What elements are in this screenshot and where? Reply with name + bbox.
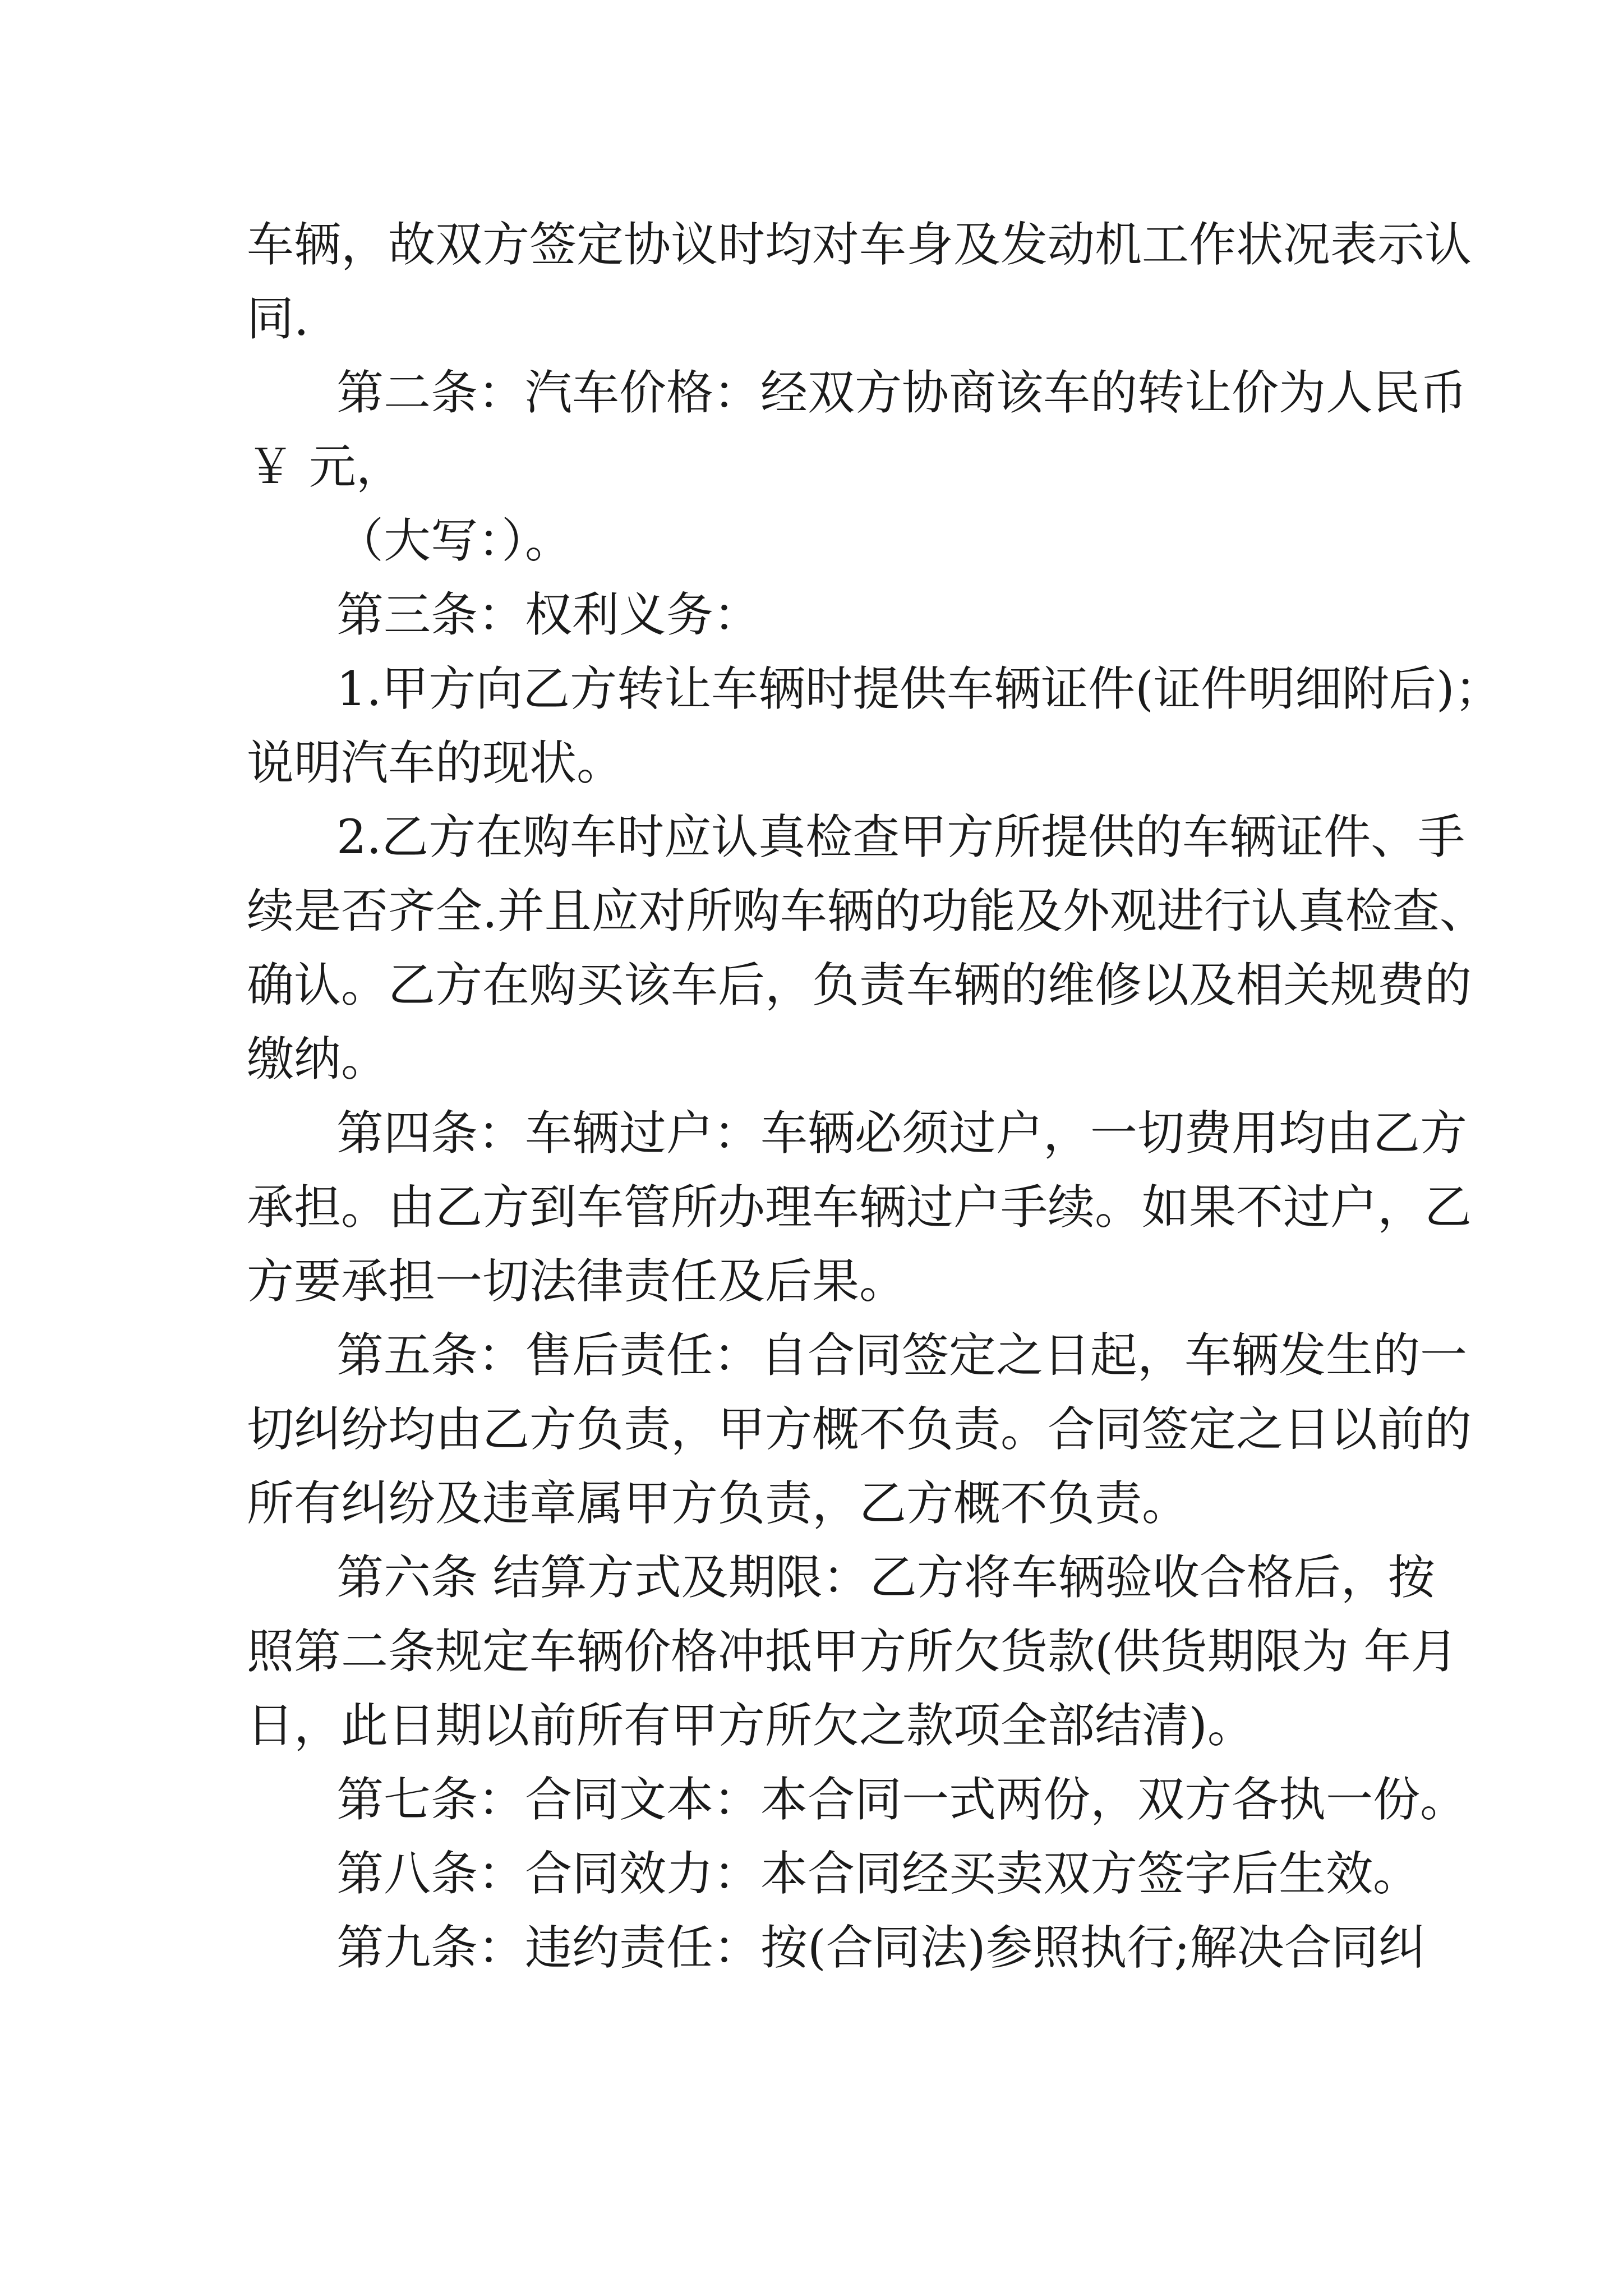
paragraph-line: 车辆，故双方签定协议时均对车身及发动机工作状况表示认 xyxy=(247,217,1472,272)
paragraph-line: 第四条：车辆过户：车辆必须过户，一切费用均由乙方 xyxy=(336,1106,1468,1161)
paragraph-line: 承担。由乙方到车管所办理车辆过户手续。如果不过户，乙 xyxy=(247,1180,1472,1235)
paragraph-line: ￥ 元， xyxy=(247,439,403,494)
paragraph-line: 第九条：违约责任：按(合同法)参照执行;解决合同纠 xyxy=(336,1920,1426,1975)
paragraph-line: 2.乙方在购车时应认真检查甲方所提供的车辆证件、手 xyxy=(336,809,1465,864)
paragraph-line: 第八条：合同效力：本合同经买卖双方签字后生效。 xyxy=(336,1846,1421,1901)
paragraph-line: 续是否齐全.并且应对所购车辆的功能及外观进行认真检查、 xyxy=(247,884,1487,938)
paragraph-line: 方要承担一切法律责任及后果。 xyxy=(247,1254,907,1309)
paragraph-line: （大写：）。 xyxy=(336,513,573,568)
paragraph-line: 第六条 结算方式及期限：乙方将车辆验收合格后，按 xyxy=(336,1550,1435,1605)
paragraph-line: 照第二条规定车辆价格冲抵甲方所欠货款(供货期限为 年月 xyxy=(247,1624,1458,1679)
paragraph-line: 所有纠纷及违章属甲方负责，乙方概不负责。 xyxy=(247,1476,1189,1531)
paragraph-line: 1.甲方向乙方转让车辆时提供车辆证件(证件明细附后)； xyxy=(336,661,1502,716)
paragraph-line: 第二条：汽车价格：经双方协商该车的转让价为人民币 xyxy=(336,365,1468,420)
paragraph-line: 第三条：权利义务： xyxy=(336,587,761,642)
paragraph-line: 切纠纷均由乙方负责，甲方概不负责。合同签定之日以前的 xyxy=(247,1402,1472,1457)
paragraph-line: 第七条：合同文本：本合同一式两份，双方各执一份。 xyxy=(336,1772,1468,1827)
paragraph-line: 确认。乙方在购买该车后，负责车辆的维修以及相关规费的 xyxy=(247,958,1472,1013)
paragraph-line: 日，此日期以前所有甲方所欠之款项全部结清)。 xyxy=(247,1698,1255,1753)
paragraph-line: 第五条：售后责任：自合同签定之日起，车辆发生的一 xyxy=(336,1328,1468,1383)
paragraph-line: 说明汽车的现状。 xyxy=(247,735,624,790)
paragraph-line: 缴纳。 xyxy=(247,1032,389,1087)
paragraph-line: 同. xyxy=(247,291,309,346)
